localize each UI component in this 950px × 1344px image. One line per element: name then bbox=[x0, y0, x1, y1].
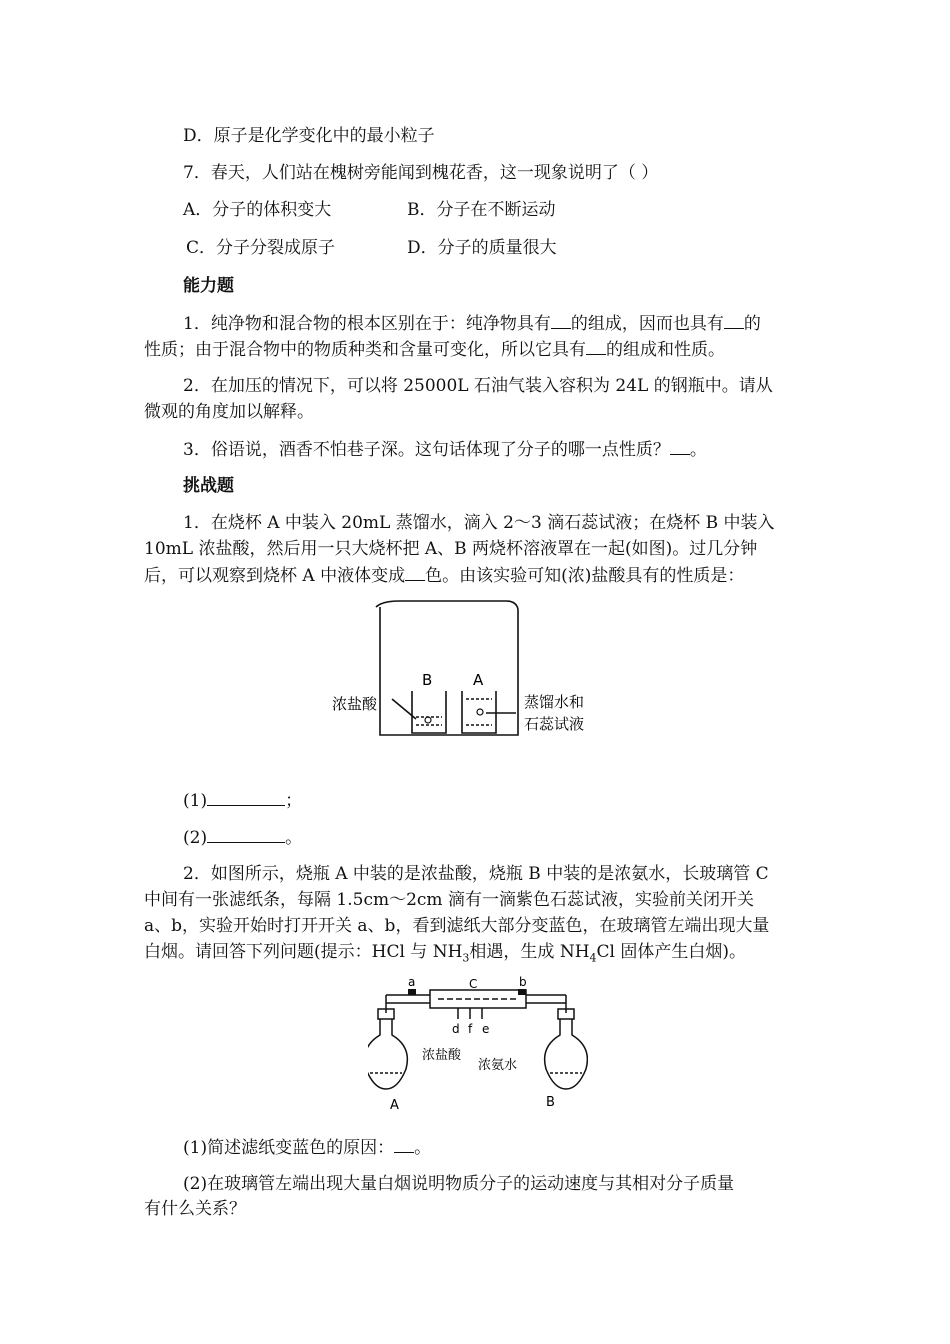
answer-blank[interactable] bbox=[551, 313, 571, 329]
answer-blank[interactable] bbox=[586, 339, 606, 355]
option-d: D．分子的质量很大 bbox=[407, 238, 557, 258]
answer-blank[interactable] bbox=[405, 565, 425, 581]
challenge-q2-line3: a、b，实验开始时打开开关 a、b，看到滤纸大部分变蓝色，在玻璃管左端出现大量 bbox=[144, 916, 770, 936]
challenge-q1-line3 bbox=[144, 565, 744, 586]
option-c: C．分子分裂成原子 bbox=[186, 238, 336, 258]
answer1-label: (1) bbox=[183, 791, 208, 811]
label-a: A bbox=[473, 671, 484, 689]
challenge-q2-sub2-line1: (2)在玻璃管左端出现大量白烟说明物质分子的运动速度与其相对分子质量 bbox=[183, 1174, 735, 1194]
challenge-q2-sub1 bbox=[183, 1137, 431, 1158]
option-a: A．分子的体积变大 bbox=[183, 200, 332, 220]
ability-q1-text5: 的组成和性质。 bbox=[606, 340, 725, 360]
section-heading-ability: 能力题 bbox=[183, 276, 234, 296]
option-d-prev: D．原子是化学变化中的最小粒子 bbox=[183, 126, 435, 146]
large-beaker-outline bbox=[380, 607, 518, 735]
answer-blank[interactable] bbox=[724, 313, 744, 329]
valve-b bbox=[518, 989, 526, 995]
ability-q3 bbox=[183, 439, 707, 460]
question-7-options-row1 bbox=[183, 200, 556, 220]
option-b: B．分子在不断运动 bbox=[407, 200, 556, 220]
tube-right bbox=[526, 995, 566, 1003]
answer2-end: 。 bbox=[285, 828, 303, 848]
ability-q1-text1: 1．纯净物和混合物的根本区别在于：纯净物具有 bbox=[183, 314, 551, 334]
q2-line4-text-c: Cl 固体产生白烟)。 bbox=[596, 942, 747, 962]
label-hcl: 浓盐酸 bbox=[332, 695, 378, 713]
ability-q1-line1 bbox=[183, 313, 761, 334]
challenge-q1-answer1 bbox=[183, 790, 302, 811]
challenge-q2-line1: 2．如图所示，烧瓶 A 中装的是浓盐酸，烧瓶 B 中装的是浓氨水，长玻璃管 C bbox=[183, 864, 769, 884]
challenge-q1-text-b: 色。由该实验可知(浓)盐酸具有的性质是： bbox=[425, 566, 745, 586]
label-water: 蒸馏水和 bbox=[524, 693, 585, 711]
challenge-q1-line2: 10mL 浓盐酸，然后用一只大烧杯把 A、B 两烧杯溶液罩在一起(如图)。过几分钟 bbox=[144, 539, 758, 559]
tube-left bbox=[386, 995, 430, 1003]
ability-q1-text3: 的 bbox=[743, 314, 761, 334]
ability-q1-text2: 的组成，因而也具有 bbox=[570, 314, 724, 334]
ability-q2-line2: 微观的角度加以解释。 bbox=[144, 402, 314, 422]
answer-blank[interactable] bbox=[670, 439, 690, 455]
question-7-stem: 7．春天，人们站在槐树旁能闻到槐花香，这一现象说明了（ ） bbox=[183, 163, 659, 183]
label-e: e bbox=[482, 1022, 490, 1036]
label-b: B bbox=[422, 671, 433, 689]
beaker-diagram bbox=[320, 595, 640, 755]
ability-q1-line2 bbox=[144, 339, 725, 360]
ability-q3-text: 3．俗语说，酒香不怕巷子深。这句话体现了分子的哪一点性质？ bbox=[183, 440, 670, 460]
ability-q1-text4: 性质；由于混合物中的物质种类和含量可变化，所以它具有 bbox=[144, 340, 586, 360]
large-beaker-rim bbox=[376, 601, 518, 609]
label-a-valve: a bbox=[408, 975, 416, 989]
label-b-valve: b bbox=[519, 975, 527, 989]
challenge-q1-answer2 bbox=[183, 827, 302, 848]
flask-a bbox=[368, 1019, 407, 1089]
valve-a bbox=[408, 989, 416, 995]
challenge-q1-text-a: 后，可以观察到烧杯 A 中液体变成 bbox=[144, 566, 406, 586]
challenge-q2-sub2-line2: 有什么关系？ bbox=[144, 1199, 246, 1219]
q2-line4-text-a: 白烟。请回答下列问题(提示：HCl 与 NH bbox=[144, 942, 463, 962]
challenge-q2-line2: 中间有一张滤纸条，每隔 1.5cm～2cm 滴有一滴紫色石蕊试液，实验前关闭开关 bbox=[144, 890, 754, 910]
label-conc-hcl: 浓盐酸 bbox=[422, 1048, 462, 1063]
answer-blank[interactable] bbox=[207, 827, 285, 843]
q2-line4-text-b: 相遇，生成 NH bbox=[469, 942, 590, 962]
subscript-4: 4 bbox=[589, 951, 597, 965]
subscript-3: 3 bbox=[462, 951, 470, 965]
label-litmus: 石蕊试液 bbox=[524, 715, 585, 733]
answer2-label: (2) bbox=[183, 828, 208, 848]
label-conc-ammonia: 浓氨水 bbox=[478, 1058, 518, 1073]
drop-markers bbox=[458, 1008, 482, 1019]
ability-q2-line1: 2．在加压的情况下，可以将 25000L 石油气装入容积为 24L 的钢瓶中。请从 bbox=[183, 376, 773, 396]
question-7-options-row2 bbox=[186, 238, 557, 258]
section-heading-challenge: 挑战题 bbox=[183, 476, 234, 496]
answer-blank[interactable] bbox=[394, 1137, 414, 1153]
label-d: d bbox=[452, 1022, 460, 1036]
ability-q3-end: 。 bbox=[689, 440, 707, 460]
flask-b bbox=[545, 1019, 588, 1089]
challenge-q1-line1: 1．在烧杯 A 中装入 20mL 蒸馏水，滴入 2～3 滴石蕊试液；在烧杯 B 中装入 bbox=[183, 513, 775, 533]
challenge-q2-line4 bbox=[144, 942, 747, 965]
label-f: f bbox=[468, 1022, 473, 1036]
label-c: C bbox=[469, 977, 478, 991]
beaker-a bbox=[462, 691, 496, 733]
label-flask-b: B bbox=[546, 1095, 555, 1110]
label-flask-a: A bbox=[390, 1098, 399, 1113]
beaker-b bbox=[412, 691, 446, 733]
q2-sub1-text: (1)简述滤纸变蓝色的原因： bbox=[183, 1138, 395, 1158]
answer-blank[interactable] bbox=[207, 790, 285, 806]
flask-tube-diagram bbox=[368, 973, 588, 1113]
answer1-end: ； bbox=[285, 791, 303, 811]
q2-sub1-end: 。 bbox=[414, 1138, 432, 1158]
